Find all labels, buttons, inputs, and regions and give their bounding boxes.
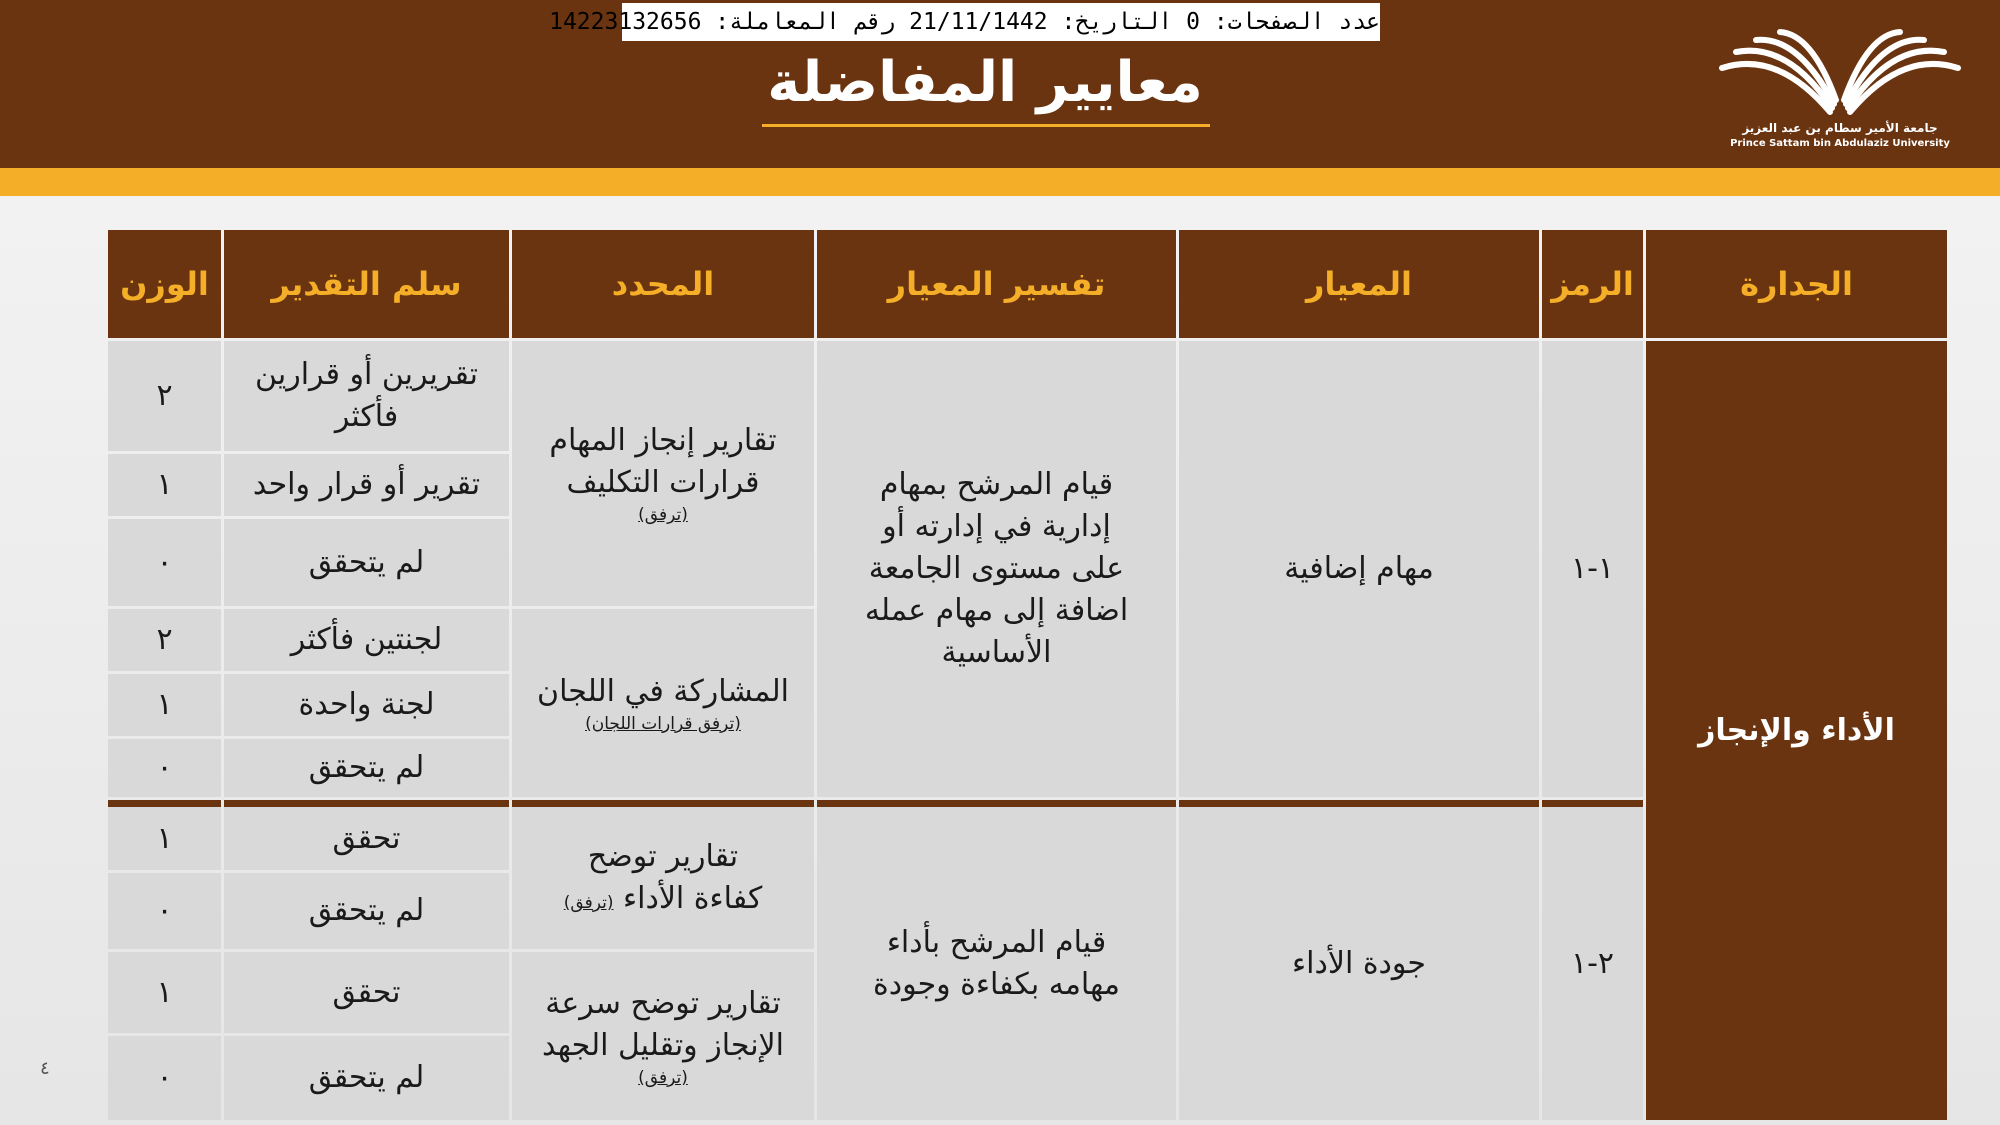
page-number: ٤ [40, 1058, 50, 1079]
scale-cell: لم يتحقق [224, 873, 509, 949]
weight-cell: ١ [108, 674, 221, 736]
header-explanation: تفسير المعيار [817, 230, 1176, 338]
weight-cell: ٠ [108, 739, 221, 797]
competency-cell: الأداء والإنجاز [1646, 341, 1947, 1120]
scale-cell: تقريرين أو قرارين فأكثر [224, 341, 509, 451]
attachment-note: (ترفق) [638, 1067, 688, 1088]
university-logo [1712, 28, 1968, 152]
document-stamp: عدد الصفحات: 0 التاريخ: 21/11/1442 رقم المعاملة: 14223132656 [622, 3, 1380, 41]
determinant-line: قرارات التكليف [566, 465, 760, 501]
scale-cell: لم يتحقق [224, 739, 509, 797]
attachment-note: (ترفق) [638, 505, 688, 526]
criterion-name: مهام إضافية [1179, 341, 1539, 797]
criterion-code: ١-١ [1542, 341, 1643, 797]
criterion-code: ٢-١ [1542, 800, 1643, 1120]
weight-cell: ٢ [108, 609, 221, 671]
attachment-note: (ترفق قرارات اللجان) [585, 713, 741, 734]
scale-cell: تحقق [224, 800, 509, 870]
attachment-note: (ترفق) [563, 893, 614, 913]
header-accent-band [0, 168, 2000, 196]
determinant-cell [512, 800, 814, 949]
logo-english-name: Prince Sattam bin Abdulaziz University [1730, 138, 1950, 149]
scale-cell: لجنتين فأكثر [224, 609, 509, 671]
header-weight: الوزن [108, 230, 221, 338]
scale-cell: لم يتحقق [224, 1036, 509, 1120]
scale-cell: تقرير أو قرار واحد [224, 454, 509, 516]
criteria-table [108, 230, 1930, 1101]
header-competency: الجدارة [1646, 230, 1947, 338]
weight-cell: ٠ [108, 873, 221, 949]
book-rays-icon [1718, 28, 1962, 120]
determinant-line: المشاركة في اللجان [537, 673, 789, 709]
determinant-line: تقارير إنجاز المهام [549, 423, 777, 459]
determinant-line: الإنجاز وتقليل الجهد [542, 1027, 784, 1063]
header-criterion: المعيار [1179, 230, 1539, 338]
determinant-cell [512, 609, 814, 797]
slide-title: معايير المفاضلة [767, 50, 1203, 115]
weight-cell: ٠ [108, 519, 221, 606]
scale-cell: لم يتحقق [224, 519, 509, 606]
criterion-explanation: قيام المرشح بمهام إدارية في إدارته أو على مستوى الجامعة اضافة إلى مهام عمله الأساسية [817, 341, 1176, 797]
header-code: الرمز [1542, 230, 1643, 338]
criterion-name: جودة الأداء [1179, 800, 1539, 1120]
header-scale: سلم التقدير [224, 230, 509, 338]
logo-arabic-name: جامعة الأمير سطام بن عبد العزيز [1742, 121, 1938, 135]
weight-cell: ١ [108, 952, 221, 1033]
criterion-explanation: قيام المرشح بأداء مهامه بكفاءة وجودة [817, 800, 1176, 1120]
determinant-cell [512, 341, 814, 606]
determinant-line: تقارير توضح سرعة [545, 985, 781, 1021]
scale-cell: تحقق [224, 952, 509, 1033]
determinant-line-text: كفاءة الأداء [623, 881, 763, 916]
determinant-line: تقارير توضح [587, 839, 739, 874]
weight-cell: ٢ [108, 341, 221, 451]
title-underline [762, 124, 1210, 127]
determinant-cell [512, 952, 814, 1120]
scale-cell: لجنة واحدة [224, 674, 509, 736]
determinant-line [564, 878, 762, 920]
weight-cell: ١ [108, 800, 221, 870]
header-determinant: المحدد [512, 230, 814, 338]
weight-cell: ١ [108, 454, 221, 516]
weight-cell: ٠ [108, 1036, 221, 1120]
